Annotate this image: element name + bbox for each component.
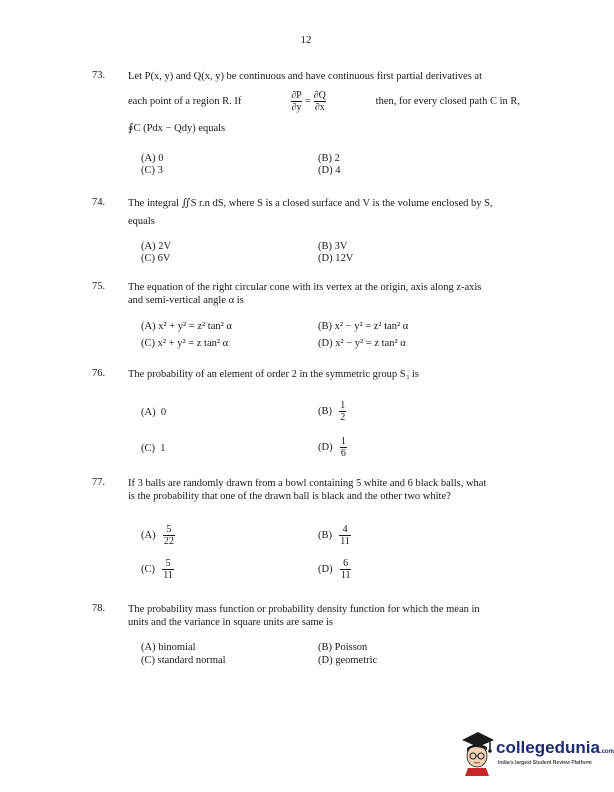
question-78-option-d[interactable]: (D) geometric: [318, 655, 378, 666]
fraction-dp-dy: [290, 90, 303, 113]
question-75-line1: The equation of the right circular cone with its vertex at the origin, axis along z-axis: [128, 282, 482, 293]
question-77-line1: If 3 balls are randomly drawn from a bowl containing 5 white and 6 black balls, what: [128, 478, 487, 489]
option-label: (C): [141, 443, 155, 454]
fraction-denominator: 6: [340, 448, 346, 459]
fraction-numerator: 5: [166, 524, 172, 535]
option-label: (C): [141, 564, 155, 575]
option-label: (B): [318, 406, 332, 417]
equals-sign: =: [304, 96, 311, 107]
fraction-denominator: 11: [340, 570, 351, 581]
question-73-option-a[interactable]: (A) 0: [141, 153, 164, 164]
question-74-option-d[interactable]: (D) 12V: [318, 253, 354, 264]
fraction-denominator: 22: [163, 536, 174, 547]
question-77-line2: is the probability that one of the drawn ball is black and the other two white?: [128, 491, 451, 502]
question-73-line2-pre: each point of a region R. If: [128, 96, 242, 107]
fraction-numerator: 5: [165, 558, 171, 569]
fraction-denominator: 2: [340, 412, 346, 423]
option-label: (D): [318, 564, 333, 575]
option-label: (D): [318, 442, 333, 453]
question-78-option-c[interactable]: (C) standard normal: [141, 655, 226, 666]
fraction-numerator: 6: [343, 558, 349, 569]
question-74-option-a[interactable]: (A) 2V: [141, 241, 172, 252]
fraction-numerator: 1: [340, 436, 346, 447]
question-75-option-d[interactable]: (D) x² − y² = z tan² α: [318, 338, 406, 349]
question-73-line2-post: then, for every closed path C in R,: [375, 96, 520, 107]
option-label: (A): [141, 530, 156, 541]
question-74-number: 74.: [92, 197, 106, 208]
question-73-condition: [288, 90, 329, 113]
question-78-option-b[interactable]: (B) Poisson: [318, 642, 368, 653]
fraction-5-11: [162, 558, 174, 581]
fraction-denominator: 11: [163, 570, 173, 581]
question-73-option-c[interactable]: (C) 3: [141, 165, 163, 176]
question-78-option-a[interactable]: (A) binomial: [141, 642, 196, 653]
question-74-line1: The integral ∬S r.n dS, where S is a closed surface and V is the volume enclosed by S,: [128, 198, 493, 209]
question-75-option-b[interactable]: (B) x² − y² = z² tan² α: [318, 321, 409, 332]
question-73-line2: [128, 90, 520, 113]
question-78-line1: The probability mass function or probability density function for which the mean in: [128, 604, 480, 615]
fraction-1-2: [339, 400, 346, 423]
question-75-line2: and semi-vertical angle α is: [128, 295, 244, 306]
fraction-numerator: 4: [342, 524, 348, 535]
fraction-dq-dx: [313, 90, 327, 113]
collegedunia-logo[interactable]: [458, 728, 614, 778]
question-76-number: 76.: [92, 368, 106, 379]
option-value: 1: [160, 443, 166, 454]
fraction-1-6: [340, 436, 347, 459]
fraction-6-11: [340, 558, 352, 581]
question-74-option-b[interactable]: (B) 3V: [318, 241, 348, 252]
logo-wordmark: collegedunia: [496, 738, 600, 757]
fraction-denominator: ∂x: [314, 102, 325, 113]
question-76-option-b[interactable]: [318, 400, 348, 423]
question-78-line2: units and the variance in square units are same is: [128, 617, 333, 628]
fraction-numerator: 1: [340, 400, 346, 411]
fraction-denominator: ∂y: [291, 102, 302, 113]
question-78-number: 78.: [92, 603, 106, 614]
option-label: (B): [318, 530, 332, 541]
logo-tagline: India's largest Student Review Platform: [498, 760, 592, 766]
question-73-option-d[interactable]: (D) 4: [318, 165, 341, 176]
question-75-number: 75.: [92, 281, 106, 292]
question-74-option-c[interactable]: (C) 6V: [141, 253, 171, 264]
question-73-option-b[interactable]: (B) 2: [318, 153, 340, 164]
question-77-option-b[interactable]: [318, 524, 353, 547]
question-74-line2: equals: [128, 216, 155, 227]
question-76-line1: The probability of an element of order 2 in the symmetric group S₃ is: [128, 369, 419, 380]
question-75-option-a[interactable]: (A) x² + y² = z² tan² α: [141, 321, 232, 332]
question-73-number: 73.: [92, 70, 106, 81]
fraction-5-22: [163, 524, 175, 547]
question-76-option-a[interactable]: [141, 407, 166, 418]
fraction-numerator: ∂P: [291, 90, 302, 101]
question-76-option-c[interactable]: [141, 443, 166, 454]
option-label: (A): [141, 407, 156, 418]
question-77-number: 77.: [92, 477, 106, 488]
question-77-option-d[interactable]: [318, 558, 353, 581]
logo-suffix: .com: [599, 749, 614, 755]
student-mascot-icon: [458, 728, 496, 776]
fraction-numerator: ∂Q: [313, 90, 326, 101]
question-77-option-a[interactable]: [141, 524, 177, 547]
question-73-line3: ∮C (Pdx − Qdy) equals: [128, 123, 226, 134]
page-number: 12: [300, 34, 312, 46]
question-76-option-d[interactable]: [318, 436, 349, 459]
fraction-denominator: 11: [340, 536, 350, 547]
fraction-4-11: [339, 524, 351, 547]
question-73-line1: Let P(x, y) and Q(x, y) be continuous and have continuous first partial derivatives at: [128, 71, 482, 82]
question-75-option-c[interactable]: (C) x² + y² = z tan² α: [141, 338, 229, 349]
question-77-option-c[interactable]: [141, 558, 176, 581]
option-value: 0: [160, 407, 167, 418]
